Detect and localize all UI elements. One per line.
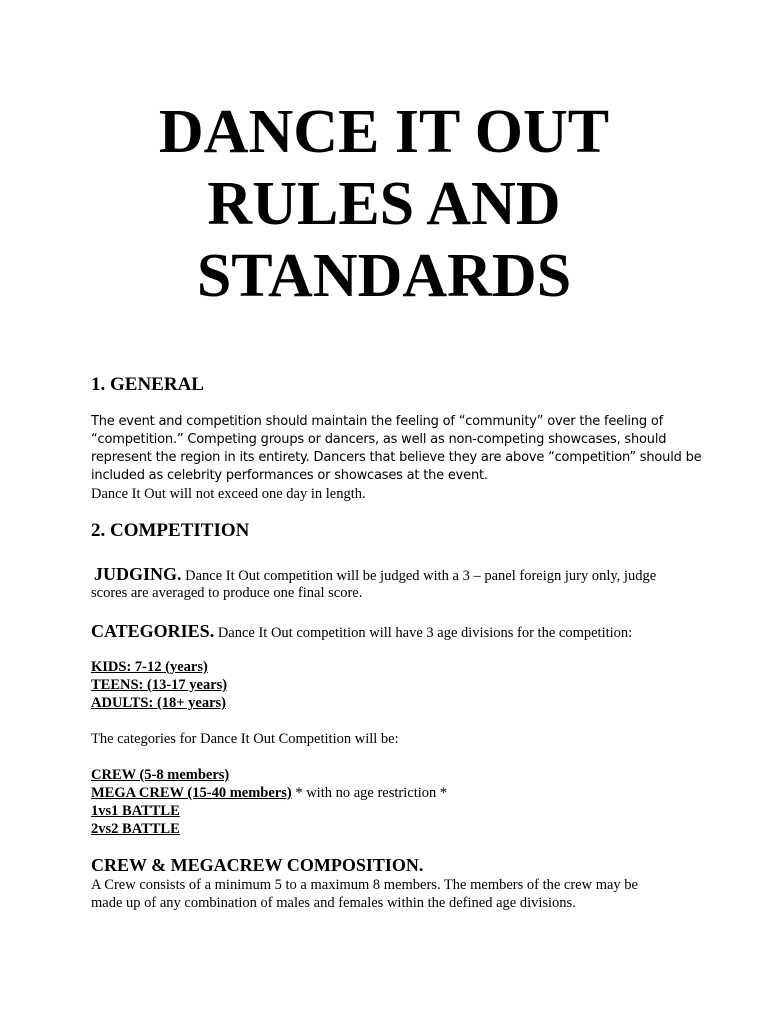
title-line-1: DANCE IT OUT — [158, 98, 610, 166]
age-division-kids: KIDS: 7-12 (years) — [91, 659, 208, 675]
general-length-note: Dance It Out will not exceed one day in length. — [91, 486, 366, 502]
judging-paragraph — [94, 565, 656, 585]
age-division-teens: TEENS: (13-17 years) — [91, 677, 228, 693]
general-line: The event and competition should maintain the feeling of “community” over the feeling of — [91, 414, 663, 429]
categories-paragraph — [91, 622, 632, 642]
categories-intro: The categories for Dance It Out Competition will be: — [91, 731, 399, 747]
category-crew: CREW (5-8 members) — [91, 767, 230, 783]
categories-text: Dance It Out competition will have 3 age divisions for the competition: — [214, 625, 633, 641]
mega-crew-note: * with no age restriction * — [291, 785, 448, 801]
judging-text: Dance It Out competition will be judged with a 3 – panel foreign jury only, judge — [181, 568, 657, 584]
category-2vs2-battle: 2vs2 BATTLE — [91, 821, 180, 837]
general-paragraph — [91, 413, 702, 485]
composition-line-2: made up of any combination of males and females within the defined age divisions. — [91, 895, 576, 911]
category-mega-crew: MEGA CREW (15-40 members) — [91, 785, 292, 801]
categories-label: CATEGORIES. — [91, 621, 215, 641]
judging-label: JUDGING. — [94, 564, 182, 584]
general-line: “competition.” Competing groups or dancers, as well as non-competing showcases, should — [91, 432, 667, 447]
category-1vs1-battle: 1vs1 BATTLE — [91, 803, 180, 819]
title-line-3: STANDARDS — [196, 242, 572, 310]
judging-text-continued: scores are averaged to produce one final score. — [91, 585, 363, 601]
title-line-2: RULES AND — [207, 170, 561, 238]
category-mega-crew-row — [91, 784, 447, 802]
section-heading-competition: 2. COMPETITION — [91, 520, 250, 541]
section-heading-composition: CREW & MEGACREW COMPOSITION. — [91, 855, 424, 875]
general-line: represent the region in its entirety. Dancers that believe they are above “competition” should be — [91, 450, 702, 465]
page-title — [0, 96, 768, 312]
general-line: included as celebrity performances or showcases at the event. — [91, 468, 488, 483]
section-heading-general: 1. GENERAL — [91, 374, 204, 395]
age-division-adults: ADULTS: (18+ years) — [91, 695, 227, 711]
composition-line-1: A Crew consists of a minimum 5 to a maximum 8 members. The members of the crew may be — [91, 877, 638, 893]
